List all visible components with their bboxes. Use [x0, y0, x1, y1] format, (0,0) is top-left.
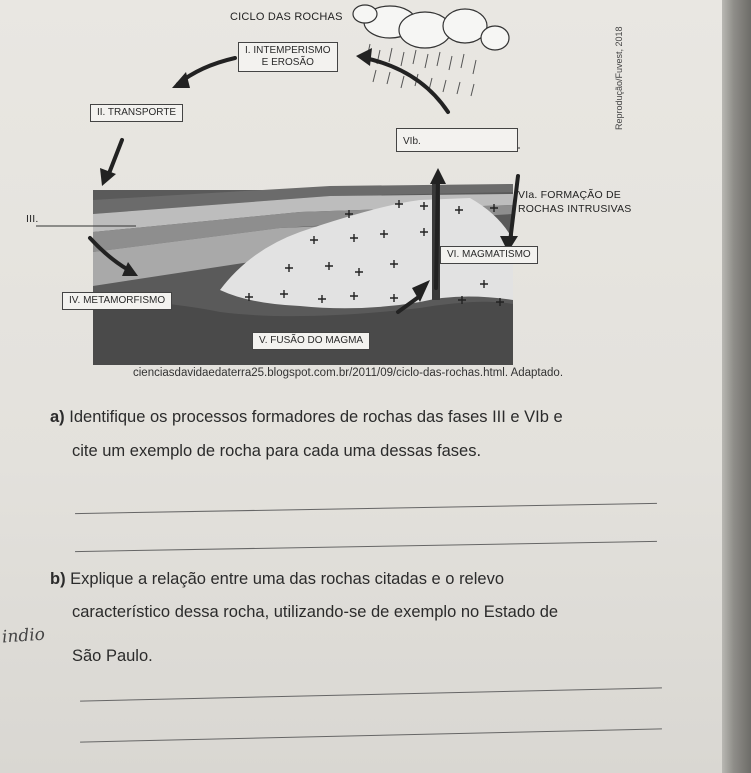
question-a-line2: cite um exemplo de rocha para cada uma dessas fases.: [72, 442, 482, 460]
stage-6b-label: VIb.: [403, 136, 421, 147]
stage-5-box: V. FUSÃO DO MAGMA: [252, 332, 370, 350]
stage-6-box: VI. MAGMATISMO: [440, 246, 538, 264]
stage-3-label: III.: [26, 213, 39, 225]
stage-6a-line2: ROCHAS INTRUSIVAS: [518, 203, 632, 215]
stage-6a-line1: VIa. FORMAÇÃO DE: [518, 189, 621, 201]
handwritten-note: indio: [1, 624, 46, 648]
stage-1-box: [238, 42, 338, 72]
side-credit: Reprodução/Fuvest, 2018: [614, 26, 624, 130]
answer-line-a2[interactable]: [75, 541, 657, 552]
page-edge-shadow: [722, 0, 751, 773]
question-b: [50, 565, 504, 593]
answer-line-b1[interactable]: [80, 687, 662, 701]
question-b-letter: b): [50, 570, 66, 588]
stage-4-box: IV. METAMORFISMO: [62, 292, 172, 310]
question-a-line1: Identifique os processos formadores de rochas das fases III e VIb e: [69, 408, 563, 426]
question-b-line1: Explique a relação entre uma das rochas citadas e o relevo: [70, 570, 505, 588]
stage-2-box: II. TRANSPORTE: [90, 104, 183, 122]
stage-1-line2: E EROSÃO: [261, 57, 314, 68]
answer-line-b2[interactable]: [80, 728, 662, 742]
diagram-title: CICLO DAS ROCHAS: [230, 11, 343, 23]
stage-6b-box: [396, 128, 518, 152]
stage-1-line1: I. INTEMPERISMO: [245, 45, 331, 56]
question-b-line2: característico dessa rocha, utilizando-se de exemplo no Estado de: [72, 603, 559, 621]
source-credit: cienciasdavidaedaterra25.blogspot.com.br/2011/09/ciclo-das-rochas.html. Adaptado.: [133, 367, 564, 379]
answer-line-a1[interactable]: [75, 503, 657, 514]
question-a-letter: a): [50, 408, 65, 426]
question-a: [50, 403, 563, 431]
stage-6a-label: [518, 188, 631, 216]
question-b-line3: São Paulo.: [72, 647, 153, 665]
